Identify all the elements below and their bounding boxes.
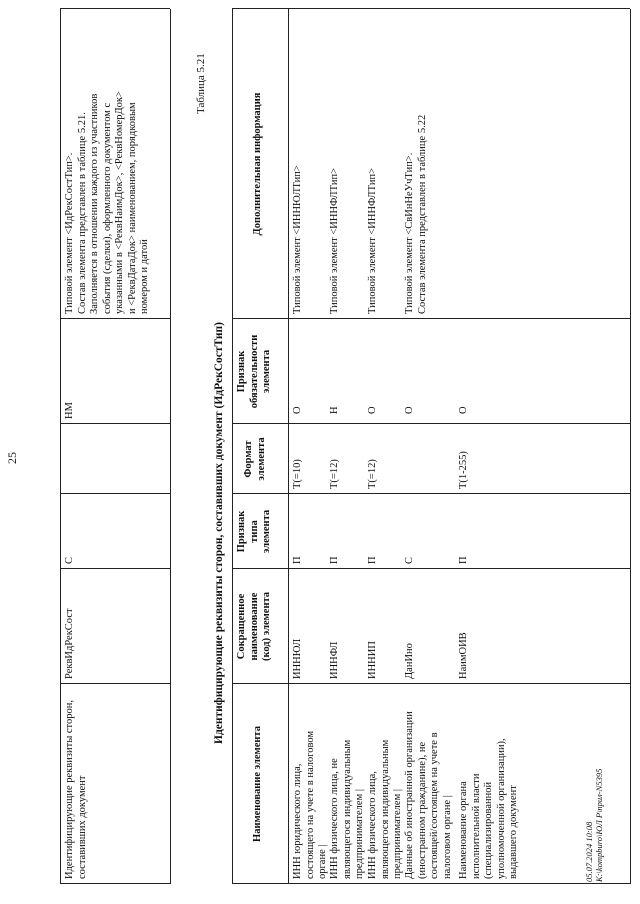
row-type: П	[458, 556, 469, 564]
top-obligation: НМ	[64, 402, 75, 419]
row-obligation: О	[292, 406, 303, 414]
name-line: налоговом органе |	[441, 795, 453, 879]
rule	[232, 493, 630, 494]
header-line: Признак	[236, 350, 247, 393]
name-line: ИНН физического лица,	[367, 771, 378, 879]
stamp-line: K:\kompburo\ЮЛ Р\прил-N5395	[594, 768, 604, 882]
row-type: П	[292, 556, 303, 564]
name-line: ИНН юридического лица,	[292, 763, 303, 879]
header-line: Признак	[236, 510, 247, 553]
row-format: T(=12)	[367, 459, 378, 489]
row-format: T(=10)	[292, 459, 303, 489]
header-line: (код) элемента	[261, 591, 272, 662]
rule	[60, 318, 170, 319]
top-code: РеквИдРекСост	[64, 608, 75, 679]
row-info: Типовой элемент <ИННФЛТип>	[367, 168, 378, 314]
row-obligation: О	[458, 406, 469, 414]
rule	[232, 423, 630, 424]
name-line: выдавшего документ	[508, 785, 519, 879]
stamp-line: 05.07.2024 10:08	[584, 821, 594, 882]
name-line: предпринимателем |	[354, 789, 365, 879]
info-line: Заполняется в отношении каждого из участников	[89, 93, 100, 314]
top-info	[64, 91, 152, 314]
header-code	[236, 569, 274, 684]
info-line: Типовой элемент <СвИнНеУчТип>.	[404, 152, 415, 314]
header-obligation	[236, 319, 274, 424]
table-caption: Идентифицирующие реквизиты сторон, составивших документ (ИдРекСостТип)	[213, 322, 225, 744]
rule	[60, 8, 170, 9]
name-line: являющегося индивидуальным	[379, 739, 391, 879]
row-type: П	[329, 556, 340, 564]
rule	[232, 318, 630, 319]
header-line: Сокращенное	[236, 593, 247, 660]
row-obligation: О	[404, 406, 415, 414]
header-line: наименование	[248, 592, 260, 661]
row-name	[458, 738, 521, 879]
rule	[232, 8, 630, 9]
row-name	[367, 740, 405, 879]
rule	[60, 423, 170, 424]
rule	[60, 9, 61, 884]
rule	[60, 568, 170, 569]
row-code: ИННЮЛ	[292, 638, 303, 679]
row-info: Типовой элемент <ИННФЛТип>	[329, 168, 340, 314]
info-line: Состав элемента представлен в таблице 5.22	[416, 114, 428, 314]
info-line: Состав элемента представлен в таблице 5.21.	[76, 112, 88, 314]
header-line: Формат	[243, 440, 254, 478]
rule	[630, 9, 631, 884]
page-number: 25	[5, 452, 19, 464]
name-line: состоящей/состоящем на учете в	[429, 732, 440, 879]
info-line: указанными в <РеквНаимДок>, <РеквНомерДок>	[114, 91, 125, 314]
row-name	[404, 711, 454, 879]
info-line: события (сделки), оформленного документом с	[101, 102, 113, 314]
name-line: органе |	[317, 844, 328, 879]
rule	[232, 568, 630, 569]
name-line: Данные об иностранной организации	[404, 711, 415, 879]
rule	[60, 883, 170, 884]
row-code: ИННФЛ	[329, 641, 340, 679]
row-type: С	[404, 556, 415, 564]
header-line: обязательности	[248, 334, 260, 409]
rule	[60, 493, 170, 494]
rule	[232, 9, 233, 884]
header-type	[236, 494, 274, 569]
row-format: T(=12)	[329, 459, 340, 489]
header-info: Дополнительная информация	[252, 92, 263, 236]
rule	[60, 683, 170, 684]
header-line: элемента	[261, 349, 272, 394]
name-line: Наименование органа	[458, 781, 469, 879]
row-code: НаимОИВ	[458, 632, 469, 679]
table-label: Таблица 5.21	[195, 53, 207, 114]
row-info	[404, 115, 429, 314]
top-name: Идентифицирующие реквизиты сторон, составивших документ	[64, 700, 88, 879]
print-stamp	[584, 769, 604, 882]
row-name	[292, 731, 330, 879]
row-obligation: Н	[329, 406, 340, 414]
name-line: предпринимателем |	[392, 789, 403, 879]
name-line: являющегося индивидуальным	[341, 739, 353, 879]
row-code: ДанИно	[404, 643, 415, 679]
name-line: исполнительной власти	[470, 773, 482, 879]
header-line: элемента	[261, 509, 272, 554]
info-line: номером и датой	[139, 239, 150, 314]
header-line: типа	[248, 520, 260, 543]
name-line: (специализированной	[483, 781, 494, 879]
name-line: состоящего на учете в налоговом	[304, 730, 316, 879]
rule	[232, 683, 630, 684]
row-name	[329, 740, 367, 879]
name-line: (иностранном гражданине), не	[416, 741, 428, 879]
rule	[232, 883, 630, 884]
row-obligation: О	[367, 406, 378, 414]
name-line: ИНН физического лица, не	[329, 758, 340, 879]
header-format	[243, 424, 268, 494]
row-type: П	[367, 556, 378, 564]
info-line: и <РеквДатаДок> наименованием, порядковым	[126, 102, 138, 314]
row-format: T(1-255)	[458, 451, 469, 489]
top-type: С	[64, 556, 75, 564]
header-line: элемента	[255, 437, 267, 481]
row-info: Типовой элемент <ИННЮЛТип>	[292, 165, 303, 314]
header-name: Наименование элемента	[252, 726, 263, 842]
rule	[288, 9, 289, 884]
row-code: ИННИП	[367, 641, 378, 679]
name-line: уполномоченной организации),	[495, 738, 507, 879]
info-line: Типовой элемент <ИдРекСостТип>.	[64, 152, 75, 314]
rule	[170, 9, 171, 884]
